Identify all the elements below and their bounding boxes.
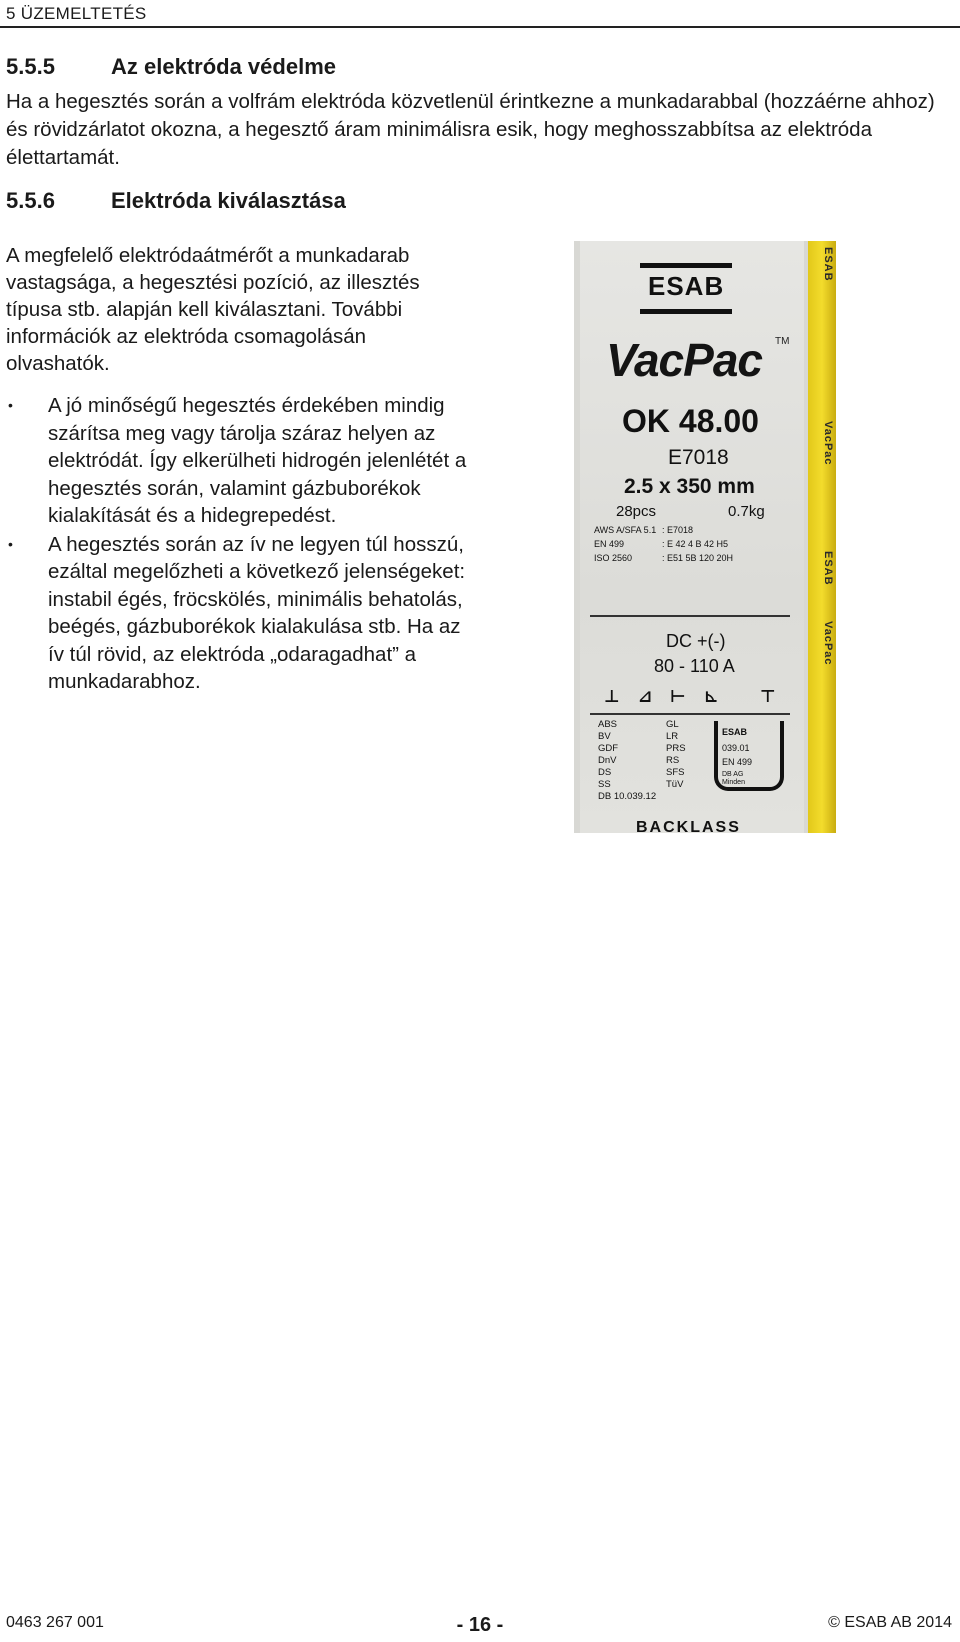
approval: GDF — [598, 743, 619, 754]
position-icon: ⊢ — [670, 687, 686, 706]
position-icon: ⊿ — [638, 687, 653, 706]
standard-name: ISO 2560 — [594, 553, 633, 563]
bullet-icon: • — [8, 397, 13, 413]
standard-row — [594, 553, 733, 563]
list-item-text: A jó minőségű hegesztés érdekében mindig szárítsa meg vagy tárolja száraz helyen az elektródát. Így elkerülheti hidrogén jelenlétét a hegesztés során, valamint gázbuborékok kialakítását és a hidegrepedést. — [48, 394, 467, 527]
approval: ABS — [598, 719, 618, 730]
trademark: TM — [775, 336, 790, 347]
section-heading-556 — [6, 188, 346, 214]
section-number: 5.5.5 — [6, 54, 55, 79]
cert-text: EN 499 — [722, 757, 753, 767]
strip-text: VacPac — [822, 621, 834, 666]
list-item — [6, 531, 471, 696]
current-type: DC +(-) — [666, 631, 726, 651]
cert-text: 039.01 — [722, 743, 750, 753]
approval: DnV — [598, 755, 617, 766]
standard-value: : E51 5B 120 20H — [662, 553, 734, 563]
package-side-strip — [808, 241, 836, 833]
standard-value: : E 42 4 B 42 H5 — [662, 539, 729, 549]
strip-text: ESAB — [822, 551, 834, 586]
section-title: Az elektróda védelme — [111, 54, 336, 79]
cert-text: ESAB — [722, 727, 748, 737]
position-icon: ⊥ — [604, 687, 620, 706]
chapter-header: 5 ÜZEMELTETÉS — [6, 4, 147, 23]
approvals-right — [666, 719, 686, 791]
package-label — [580, 241, 804, 833]
amperage-range: 80 - 110 A — [654, 656, 735, 676]
standard-row — [594, 539, 728, 549]
classification: E7018 — [668, 446, 729, 469]
list-item-text: A hegesztés során az ív ne legyen túl hosszú, ezáltal megelőzheti a következő jelenségeket: instabil égés, fröcskölés, minimális behatolás, beégés, gázbuborékok kialakulása stb. Ha az ív túl rövid, az elektróda „odaragadhat” a munkadarabhoz. — [48, 532, 466, 693]
approval: SS — [598, 779, 611, 790]
list-item — [6, 392, 471, 530]
logo-text: ESAB — [648, 271, 725, 301]
standard-value: : E7018 — [662, 525, 694, 535]
approval: TüV — [666, 779, 684, 790]
section-555-body: Ha a hegesztés során a volfrám elektróda közvetlenül érintkezne a munkadarabbal (hozzáérne ahhoz) és rövidzárlatot okozna, a hegesztő áram minimálisra esik, hogy meghosszabbítsa az elektróda élettartamát. — [6, 90, 935, 169]
approval: DS — [598, 767, 612, 778]
standard-name: AWS A/SFA 5.1 — [594, 525, 657, 535]
product-name: OK 48.00 — [622, 403, 759, 439]
approvals-left — [598, 719, 656, 803]
label-divider — [590, 615, 790, 617]
standard-row — [594, 525, 693, 535]
cert-text: DB AG — [722, 771, 744, 778]
section-heading-555 — [6, 54, 336, 80]
standard-name: EN 499 — [594, 539, 625, 549]
tips-list — [6, 392, 471, 697]
copyright: © ESAB AB 2014 — [828, 1614, 952, 1631]
piece-count: 28pcs — [616, 503, 657, 520]
approval: BV — [598, 731, 611, 742]
section-556-intro: A megfelelő elektródaátmérőt a munkadarab vastagsága, a hegesztési pozíció, az illesztés típusa stb. alapján kell kiválasztani. További információk az elektróda csomagolásán olvashatók. — [6, 244, 420, 375]
approval: LR — [666, 731, 679, 742]
welding-positions — [604, 687, 784, 709]
bullet-icon: • — [8, 535, 13, 552]
approval: RS — [666, 755, 680, 766]
position-icon: ⊤ — [760, 687, 776, 706]
label-divider — [590, 713, 790, 715]
approval: PRS — [666, 743, 686, 754]
logo-bar — [640, 309, 732, 314]
position-icon: ⊾ — [704, 687, 719, 706]
approval: DB 10.039.12 — [598, 791, 657, 802]
label-bottom-text: BACKLASS — [636, 819, 741, 833]
header-rule — [0, 26, 960, 28]
strip-text: VacPac — [822, 421, 834, 466]
approval: SFS — [666, 767, 685, 778]
package-weight: 0.7kg — [728, 503, 765, 520]
strip-text: ESAB — [822, 247, 834, 282]
section-title: Elektróda kiválasztása — [111, 188, 346, 213]
esab-logo — [640, 263, 732, 319]
page-number: - 16 - — [456, 1614, 504, 1636]
cert-text: Minden — [722, 779, 745, 786]
logo-bar — [640, 263, 732, 268]
brand-name: VacPac — [606, 334, 762, 386]
dimensions: 2.5 x 350 mm — [624, 475, 755, 498]
section-number: 5.5.6 — [6, 188, 55, 213]
approval: GL — [666, 719, 679, 730]
electrode-package-photo — [574, 241, 836, 833]
doc-number: 0463 267 001 — [6, 1614, 104, 1631]
